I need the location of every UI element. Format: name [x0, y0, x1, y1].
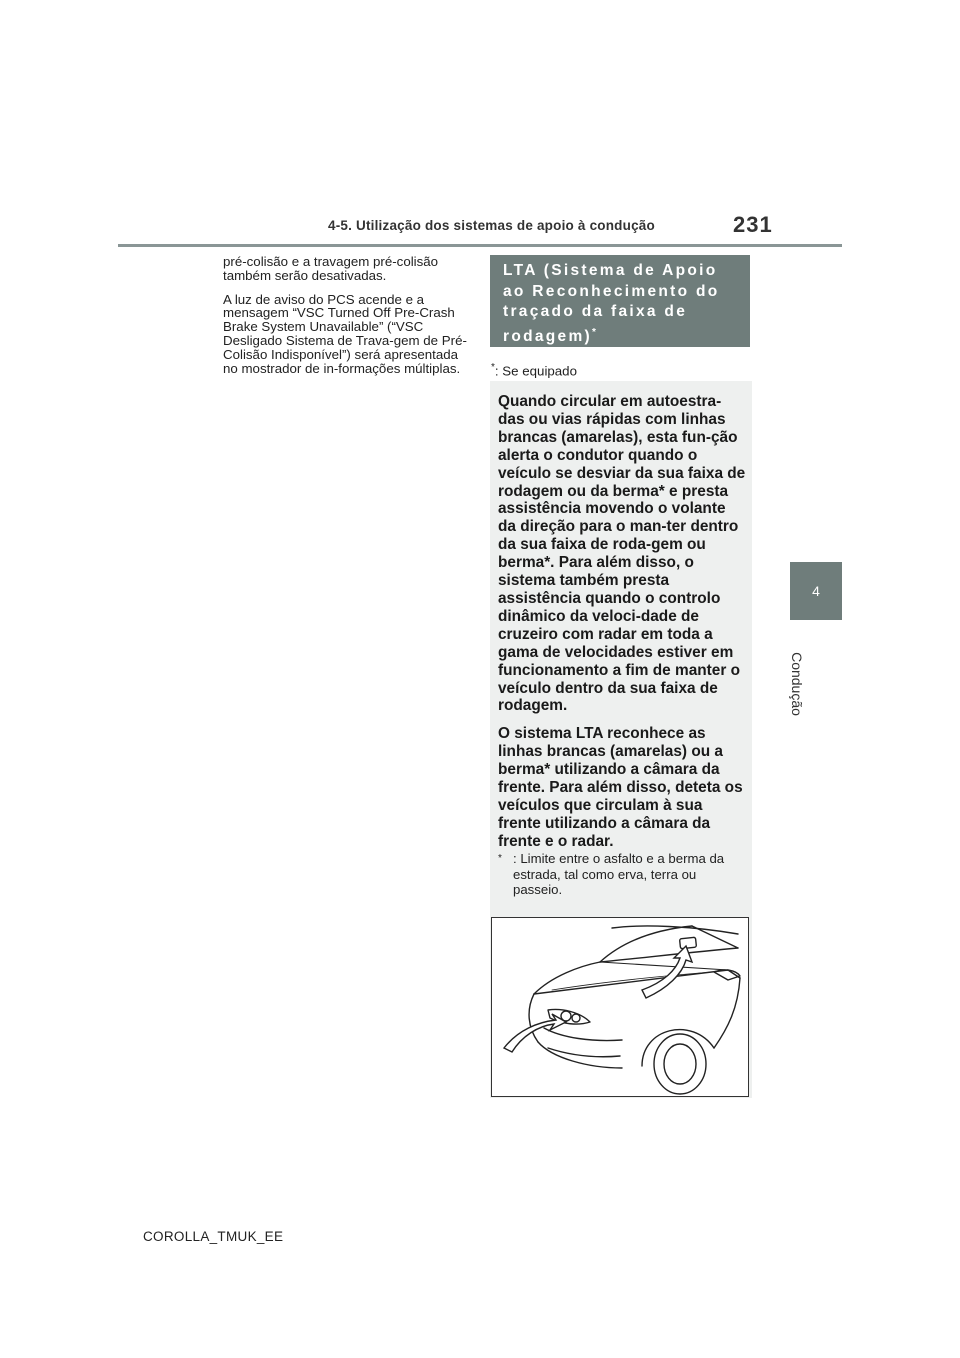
footnote-mark: * [498, 853, 502, 864]
chapter-number: 4 [812, 583, 820, 599]
lta-title-text: LTA (Sistema de Apoio ao Reconhecimento do traçado da faixa de rodagem) [503, 262, 720, 345]
section-title: 4-5. Utilização dos sistemas de apoio à condução [328, 218, 655, 233]
header-rule [118, 244, 842, 247]
equipped-mark: * [491, 362, 495, 373]
document-code: COROLLA_TMUK_EE [143, 1229, 284, 1244]
left-paragraph: A luz de aviso do PCS acende e a mensagem “VSC Turned Off Pre-Crash Brake System Unavailable” (“VSC Desligado Sistema de Trava-gem de Pré-Colisão Indisponível”) será apresentada no mostrador de in-formações múltiplas. [223, 291, 467, 376]
footnote-text: : Limite entre o asfalto e a berma da estrada, tal como erva, terra ou passeio. [513, 851, 725, 897]
left-column [223, 255, 469, 385]
chapter-tab[interactable] [790, 562, 842, 620]
car-illustration [491, 917, 749, 1097]
summary-paragraph: O sistema LTA reconhece as linhas brancas (amarelas) ou a berma* utilizando a câmara da frente. Para além disso, deteta os veículos que circulam à sua frente utilizando a câmara da frente e o radar. [498, 725, 743, 850]
chapter-label-wrap [786, 632, 808, 722]
footnote [498, 851, 744, 898]
lta-title-mark: * [592, 326, 596, 338]
chapter-label: Condução [789, 652, 805, 716]
camera-arrow [642, 946, 692, 998]
equipped-note [491, 362, 577, 378]
lta-section-title [490, 255, 750, 347]
left-paragraph: pré-colisão e a travagem pré-colisão também serão desativadas. [223, 254, 439, 283]
equipped-text: : Se equipado [494, 363, 577, 379]
car-front-camera-radar-drawing [492, 918, 748, 1096]
summary-text [498, 393, 746, 861]
page-number: 231 [733, 212, 773, 237]
summary-paragraph: Quando circular em autoestra-das ou vias rápidas com linhas brancas (amarelas), esta fun-ção alerta o condutor quando o veículo se desviar da sua faixa de rodagem ou da berma* e presta assistência movendo o volante da direção para o man-ter dentro da sua faixa de roda-gem ou berma*. Para além disso, o sistema também presta assistência quando o controlo dinâmico da veloci-dade de cruzeiro com radar em toda a gama de velocidades estiver em funcionamento a fim de manter o veículo dentro da sua faixa de rodagem. [498, 393, 746, 715]
